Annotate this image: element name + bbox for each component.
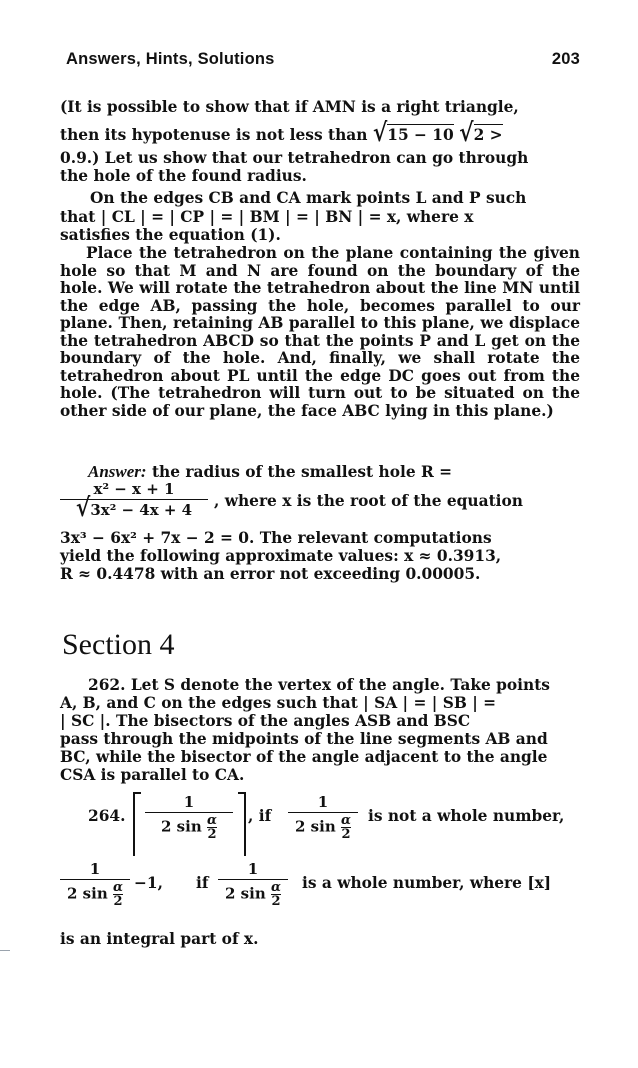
fraction-denominator: 2 sin $\frac{\alpha}{2}$ [161,813,217,842]
page-number: 203 [551,50,580,68]
fraction-numerator: 1 [183,793,195,811]
answer-line5: R ≈ 0.4478 with an error not exceeding 0.00005. [60,565,481,583]
answer-line3: 3x³ − 6x² + 7x − 2 = 0. The relevant computations [60,529,492,547]
p264-fraction-2: 1 2 sin $\frac{\alpha}{2}$ [288,793,358,841]
p264-fraction-1 [145,793,233,841]
answer-fraction [60,480,208,523]
p264-if-2: if [196,874,209,892]
p264-number: 264. [88,807,126,825]
floor-bracket-right [238,792,246,856]
p262-line2: A, B, and C on the edges such that | SA | = | SB | = [60,694,497,712]
running-header-title: Answers, Hints, Solutions [66,50,275,68]
sqrt-symbol: √ [372,118,388,148]
p264-condition-1: is not a whole number, [368,807,565,825]
answer-fraction-numerator: x² − x + 1 [93,480,175,498]
sqrt-radicand-15: 15 − 10 [387,126,454,144]
p264-if-1: , if [248,807,272,825]
section-heading: Section 4 [62,628,175,661]
p262-line6: CSA is parallel to CA. [60,766,245,784]
answer-fraction-denominator: √3x² − 4x + 4 [75,493,193,523]
para1-line4: the hole of the found radius. [60,167,307,185]
para2-line2: that | CL | = | CP | = | BM | = | BN | = x, where x [60,208,474,226]
answer-line1 [88,462,452,482]
p262-line3: | SC |. The bisectors of the angles ASB and BSC [60,712,471,730]
p262-line1: 262. Let S denote the vertex of the angle. Take points [88,676,550,694]
para3-block [60,245,580,420]
para1-line2-text: then its hypotenuse is not less than [60,126,368,144]
p262-line5: BC, while the bisector of the angle adjacent to the angle [60,748,548,766]
para2-line1: On the edges CB and CA mark points L and P such [90,189,527,207]
para1-line3: 0.9.) Let us show that our tetrahedron can go through [60,149,529,167]
p264-fraction-4: 1 2 sin $\frac{\alpha}{2}$ [218,860,288,908]
sqrt-radicand-2: 2 > [473,126,503,144]
p264-minus-one: −1, [134,874,163,892]
floor-bracket-left [133,792,141,856]
sqrt-symbol: √ [75,493,91,523]
p262-line4: pass through the midpoints of the line segments AB and [60,730,548,748]
answer-text-1: the radius of the smallest hole R = [151,463,453,481]
answer-line2: , where x is the root of the equation [214,492,523,510]
scan-edge-mark [0,950,10,951]
answer-line4: yield the following approximate values: x ≈ 0.3913, [60,547,502,565]
para2-line3: satisfies the equation (1). [60,226,281,244]
sqrt-symbol: √ [459,118,474,148]
p264-condition-2: is a whole number, where [x] [302,874,552,892]
para1-line1: (It is possible to show that if AMN is a right triangle, [60,98,519,116]
para3-text: Place the tetrahedron on the plane containing the given hole so that M and N are found on the boundary of the hole. We will rotate the tetrahedron about the line MN until the edge AB, passing the hole, becomes parallel to our plane. Then, retaining AB parallel to this plane, we displace the tetrahedron ABCD so that the points P and L get on the boundary of the hole. And, finally, we shall rotate the tetrahedron about PL until the edge DC goes out from the hole. (The tetrahedron will turn out to be situated on the other side of our plane, the face ABC lying in this plane.) [60,244,580,420]
answer-label: Answer: [88,462,147,481]
fraction-bar [145,812,233,813]
p264-fraction-3: 1 2 sin $\frac{\alpha}{2}$ [60,860,130,908]
p264-last-line: is an integral part of x. [60,930,259,948]
para1-line2 [60,118,503,148]
